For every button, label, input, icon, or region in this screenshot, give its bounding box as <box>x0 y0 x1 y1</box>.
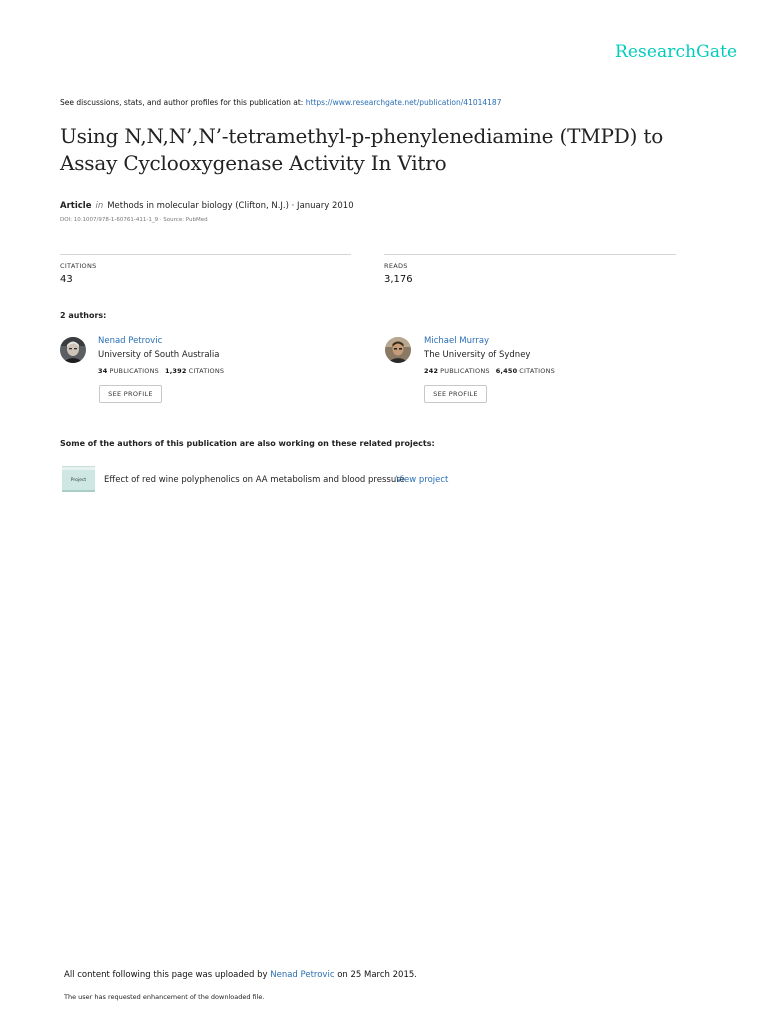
author-stats <box>98 367 224 375</box>
divider-left <box>60 254 351 255</box>
authors-heading: 2 authors: <box>60 311 107 320</box>
publications-count: 34 <box>98 367 108 375</box>
project-folder-icon[interactable] <box>62 466 95 492</box>
author-citations-label: CITATIONS <box>188 367 225 375</box>
see-discussions-text: See discussions, stats, and author profiles for this publication at: <box>60 98 306 107</box>
publication-type: Article <box>60 201 92 211</box>
download-note: The user has requested enhancement of the downloaded file. <box>64 993 265 1001</box>
reads-label: READS <box>384 262 408 270</box>
see-discussions-line <box>60 98 501 107</box>
publication-title: Using N,N,N’,N’-tetramethyl-p-phenylenediamine (TMPD) to Assay Cyclooxygenase Activity In Vitro <box>60 124 664 175</box>
upload-info <box>64 970 417 980</box>
folder-body <box>62 470 95 492</box>
publication-url-link[interactable]: https://www.researchgate.net/publication/41014187 <box>305 98 502 107</box>
uploader-name-link[interactable]: Nenad Petrovic <box>270 970 335 980</box>
view-project-link[interactable]: View project <box>396 475 449 485</box>
avatar-nenad-petrovic[interactable] <box>60 337 86 363</box>
in-label: in <box>95 201 104 211</box>
author-citations-label: CITATIONS <box>519 367 555 375</box>
author-stats <box>424 367 555 375</box>
citations-label: CITATIONS <box>60 262 97 270</box>
author-institution: The University of Sydney <box>424 350 531 360</box>
project-icon-label: Project <box>70 477 87 483</box>
researchgate-logo[interactable]: ResearchGate <box>615 42 738 62</box>
doi-source: DOI: 10.1007/978-1-60761-411-1_9 · Source: PubMed <box>60 217 208 223</box>
author-citations-count: 6,450 <box>495 367 518 375</box>
person-photo-icon <box>385 337 411 363</box>
avatar-michael-murray[interactable] <box>385 337 411 363</box>
publications-count: 242 <box>424 367 439 375</box>
author-name-nenad-petrovic[interactable]: Nenad Petrovic <box>98 336 163 346</box>
upload-suffix: on 25 March 2015. <box>334 970 417 980</box>
author-citations-count: 1,392 <box>165 367 187 375</box>
see-profile-button[interactable]: SEE PROFILE <box>99 385 162 403</box>
publication-meta <box>60 201 354 211</box>
person-photo-icon <box>60 337 86 363</box>
journal-and-date: Methods in molecular biology (Clifton, N.J.) · January 2010 <box>107 201 354 211</box>
reads-value: 3,176 <box>384 274 413 285</box>
see-profile-button[interactable]: SEE PROFILE <box>424 385 487 403</box>
publications-label: PUBLICATIONS <box>109 367 160 375</box>
related-projects-heading: Some of the authors of this publication are also working on these related projects: <box>60 439 435 448</box>
publications-label: PUBLICATIONS <box>440 367 490 375</box>
project-description: Effect of red wine polyphenolics on AA metabolism and blood pressure <box>104 475 405 485</box>
citations-value: 43 <box>60 274 73 285</box>
upload-prefix: All content following this page was uploaded by <box>64 970 271 980</box>
author-name-michael-murray[interactable]: Michael Murray <box>424 336 490 346</box>
author-institution: University of South Australia <box>98 350 220 360</box>
divider-right <box>384 254 676 255</box>
